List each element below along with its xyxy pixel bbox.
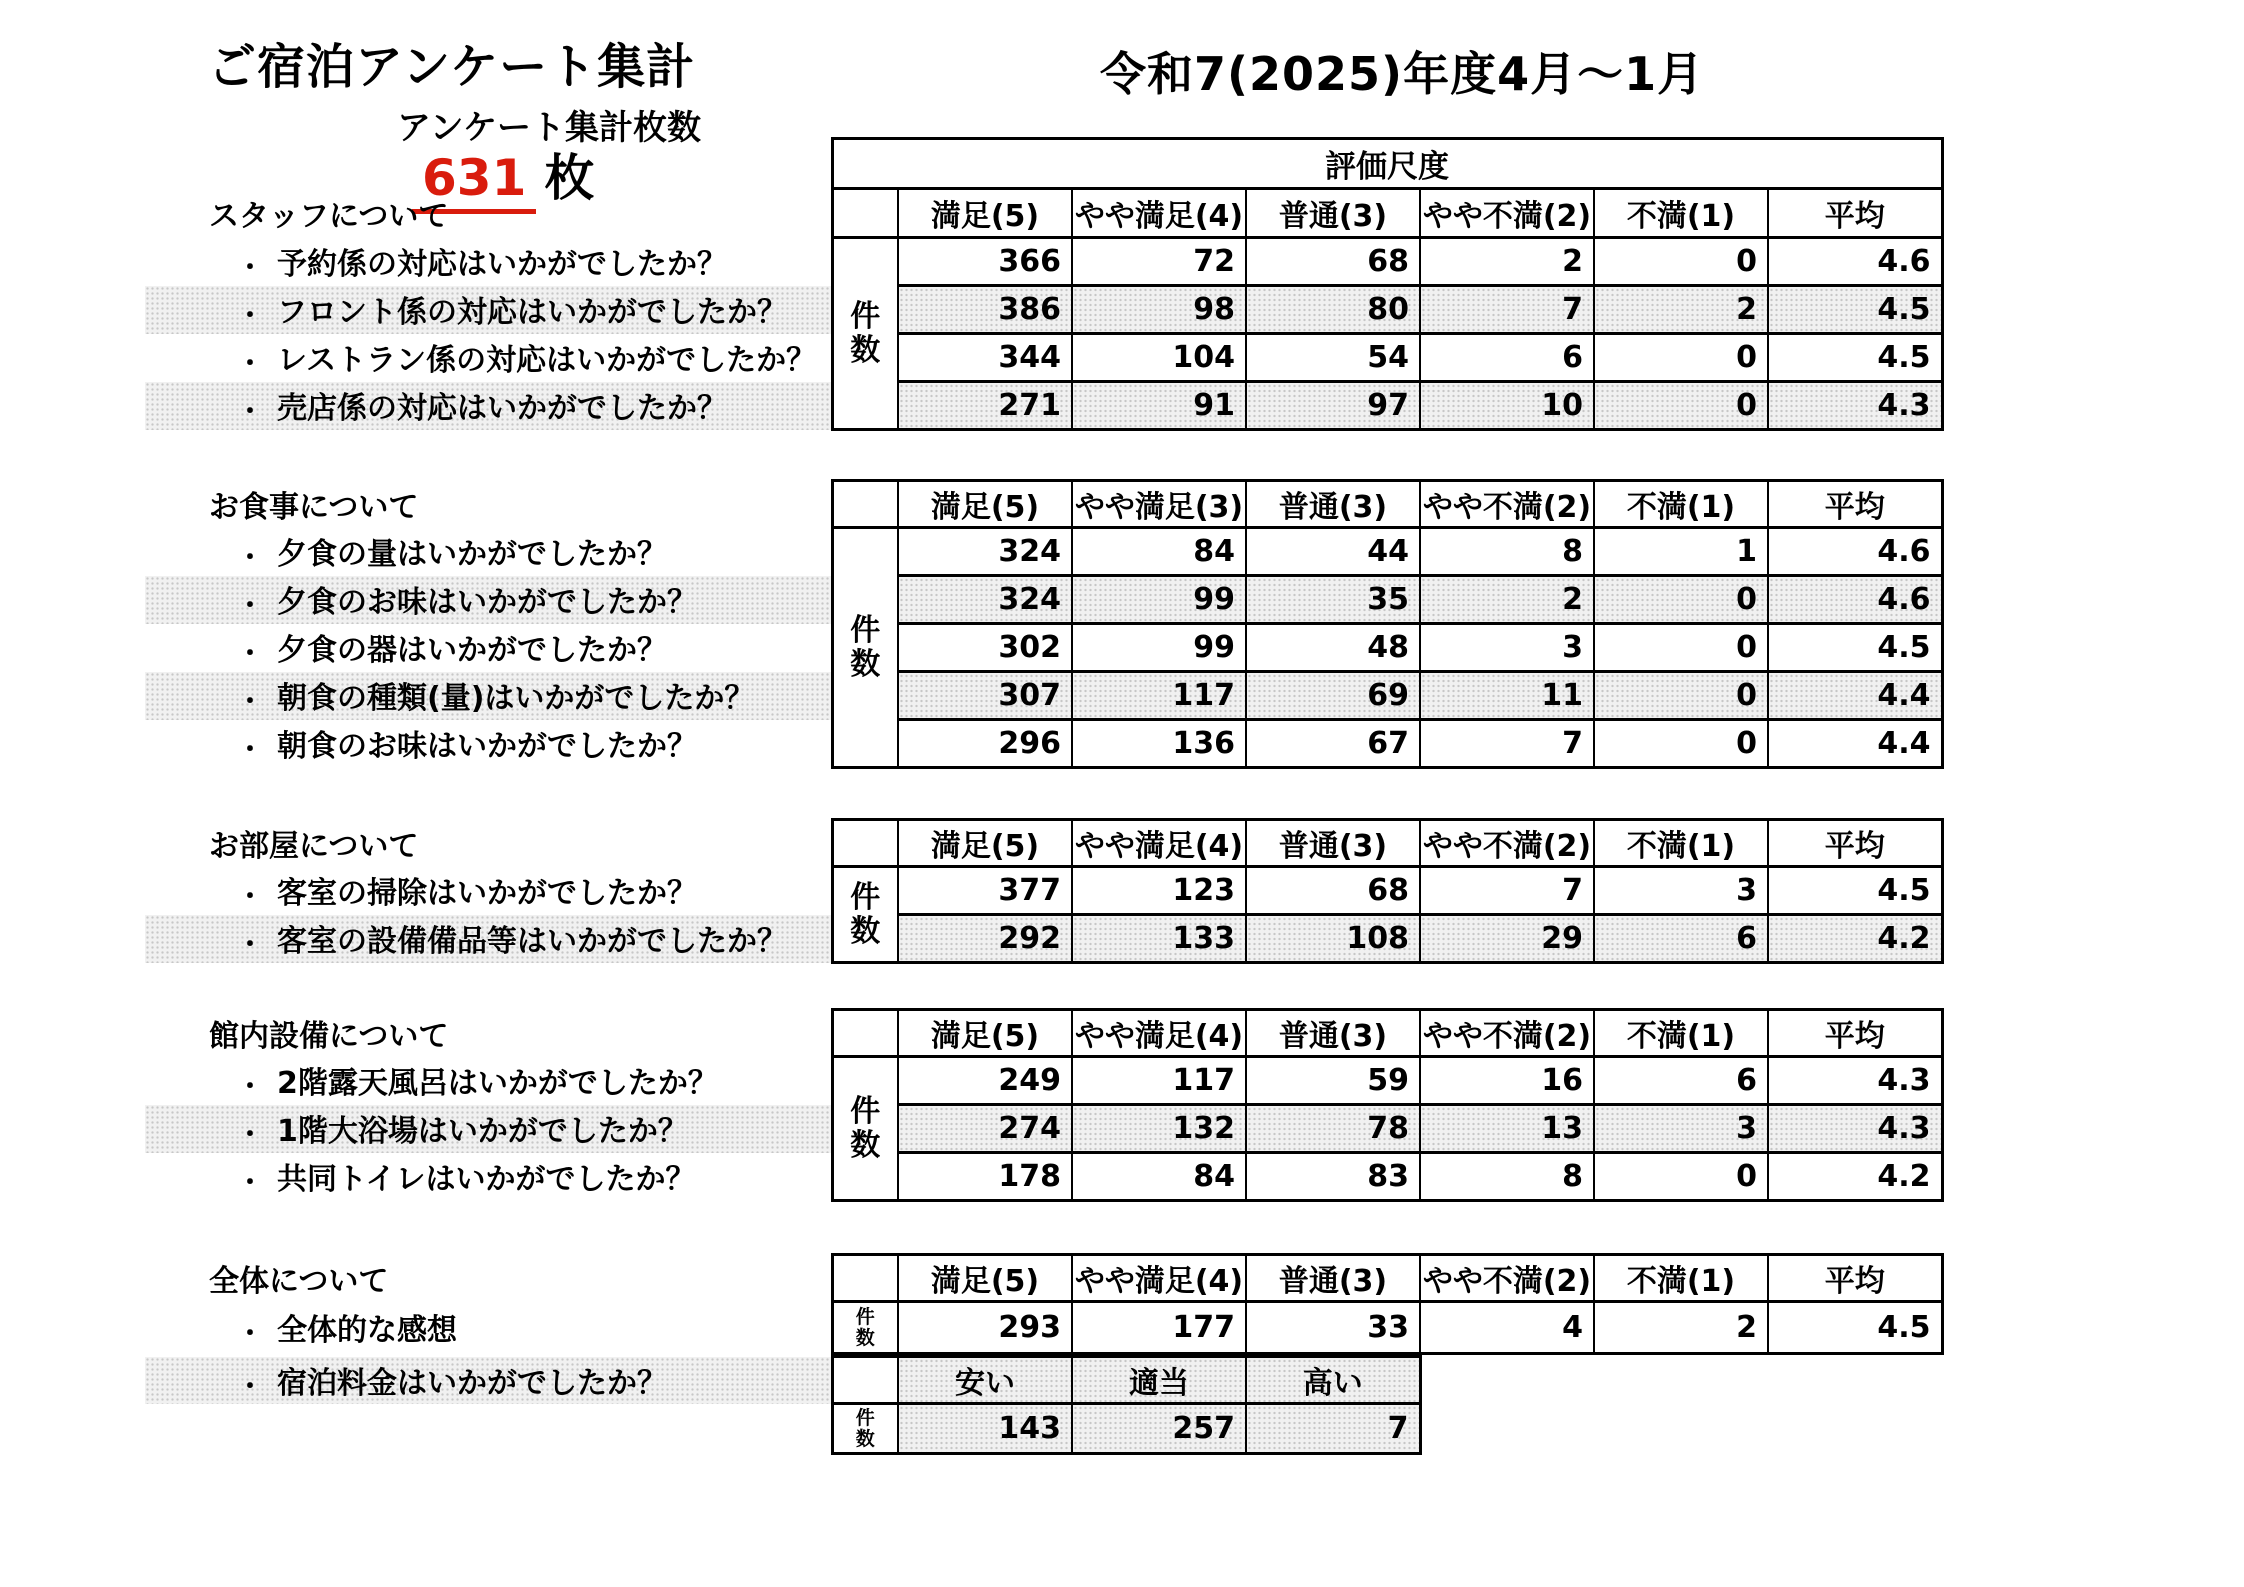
question-text: 夕食のお味はいかがでしたか？ bbox=[277, 585, 698, 620]
value-cell: 10 bbox=[1420, 382, 1594, 430]
bullet-icon: ・ bbox=[237, 543, 264, 573]
question-label bbox=[145, 286, 832, 334]
value-cell: 302 bbox=[898, 624, 1072, 672]
price-table bbox=[145, 1355, 1942, 1455]
value-cell: 133 bbox=[1072, 915, 1246, 963]
column-header-row bbox=[145, 1255, 1942, 1302]
average-cell: 4.6 bbox=[1768, 238, 1942, 286]
bullet-icon: ・ bbox=[237, 397, 264, 427]
value-cell: 67 bbox=[1246, 720, 1420, 768]
corner-cell bbox=[832, 1357, 898, 1404]
fiscal-period-label: 令和7(2025)年度4月～1月 bbox=[1100, 47, 1705, 101]
column-header-cell: 不満(1) bbox=[1594, 1010, 1768, 1057]
bullet-icon: ・ bbox=[237, 1371, 264, 1402]
value-cell: 0 bbox=[1594, 576, 1768, 624]
average-cell: 4.5 bbox=[1768, 286, 1942, 334]
count-label-char: 数 bbox=[850, 646, 881, 682]
count-label-char: 件 bbox=[855, 1305, 875, 1328]
count-label-char: 件 bbox=[850, 879, 881, 915]
question-text: フロント係の対応はいかがでしたか？ bbox=[277, 295, 788, 330]
price-data-row bbox=[145, 1404, 1942, 1454]
value-cell: 1 bbox=[1594, 528, 1768, 576]
value-cell: 72 bbox=[1072, 238, 1246, 286]
value-cell: 99 bbox=[1072, 576, 1246, 624]
column-header-row bbox=[145, 820, 1942, 867]
price-column-header-cell: 安い bbox=[898, 1357, 1072, 1404]
value-cell: 6 bbox=[1594, 1057, 1768, 1105]
price-column-header-cell: 適当 bbox=[1072, 1357, 1246, 1404]
table-row bbox=[145, 1153, 1942, 1201]
column-header-cell: やや不満(2) bbox=[1420, 481, 1594, 528]
count-label bbox=[832, 867, 898, 963]
average-cell: 4.3 bbox=[1768, 382, 1942, 430]
value-cell: 366 bbox=[898, 238, 1072, 286]
bullet-icon: ・ bbox=[237, 735, 264, 765]
value-cell: 7 bbox=[1420, 867, 1594, 915]
column-header-cell: 平均 bbox=[1768, 189, 1942, 238]
column-header-cell: やや満足(4) bbox=[1072, 189, 1246, 238]
value-cell: 16 bbox=[1420, 1057, 1594, 1105]
count-label bbox=[832, 528, 898, 768]
question-text: 共同トイレはいかがでしたか？ bbox=[277, 1162, 696, 1197]
question-text: 客室の掃除はいかがでしたか？ bbox=[277, 876, 698, 911]
bullet-icon: ・ bbox=[237, 1168, 264, 1198]
question-text: 全体的な感想 bbox=[277, 1313, 458, 1348]
question-label bbox=[145, 867, 832, 915]
table-row bbox=[145, 624, 1942, 672]
value-cell: 0 bbox=[1594, 720, 1768, 768]
question-text: 朝食のお味はいかがでしたか？ bbox=[277, 729, 698, 764]
value-cell: 296 bbox=[898, 720, 1072, 768]
value-cell: 117 bbox=[1072, 672, 1246, 720]
value-cell: 0 bbox=[1594, 382, 1768, 430]
table-row bbox=[145, 528, 1942, 576]
column-header-cell: 不満(1) bbox=[1594, 481, 1768, 528]
value-cell: 98 bbox=[1072, 286, 1246, 334]
question-label bbox=[145, 672, 832, 720]
average-cell: 4.5 bbox=[1768, 334, 1942, 382]
count-label-char: 件 bbox=[850, 298, 881, 334]
corner-cell bbox=[832, 820, 898, 867]
bullet-icon: ・ bbox=[237, 349, 264, 379]
count-label bbox=[832, 1057, 898, 1201]
column-header-cell: やや不満(2) bbox=[1420, 820, 1594, 867]
column-header-cell: 平均 bbox=[1768, 820, 1942, 867]
sheet-count-unit: 枚 bbox=[544, 149, 595, 207]
scale-row-spacer bbox=[145, 139, 832, 189]
table-row bbox=[145, 1105, 1942, 1153]
table-row bbox=[145, 1057, 1942, 1105]
corner-cell bbox=[832, 189, 898, 238]
section-table-overall bbox=[145, 1253, 1944, 1355]
average-cell: 4.3 bbox=[1768, 1105, 1942, 1153]
question-text: 1階大浴場はいかがでしたか？ bbox=[277, 1114, 688, 1149]
count-label-char: 数 bbox=[850, 1127, 881, 1163]
value-cell: 4 bbox=[1420, 1302, 1594, 1354]
value-cell: 54 bbox=[1246, 334, 1420, 382]
value-cell: 99 bbox=[1072, 624, 1246, 672]
section-label-facility: 館内設備について bbox=[209, 1019, 449, 1054]
bullet-icon: ・ bbox=[237, 687, 264, 717]
count-label-char: 件 bbox=[850, 612, 881, 648]
value-cell: 7 bbox=[1420, 286, 1594, 334]
column-header-cell: 普通(3) bbox=[1246, 1010, 1420, 1057]
value-cell: 33 bbox=[1246, 1302, 1420, 1354]
question-label bbox=[145, 1153, 832, 1201]
column-header-cell: やや満足(3) bbox=[1072, 481, 1246, 528]
section-table-meal bbox=[145, 479, 1944, 769]
table-row bbox=[145, 1302, 1942, 1354]
bullet-icon: ・ bbox=[237, 591, 264, 621]
count-label-char: 数 bbox=[855, 1326, 875, 1349]
table-row bbox=[145, 286, 1942, 334]
column-header-cell: 満足(5) bbox=[898, 820, 1072, 867]
value-cell: 48 bbox=[1246, 624, 1420, 672]
column-header-cell: やや不満(2) bbox=[1420, 189, 1594, 238]
count-label bbox=[832, 238, 898, 430]
value-cell: 29 bbox=[1420, 915, 1594, 963]
column-header-cell: 満足(5) bbox=[898, 1010, 1072, 1057]
bullet-icon: ・ bbox=[237, 301, 264, 331]
value-cell: 84 bbox=[1072, 1153, 1246, 1201]
average-cell: 4.6 bbox=[1768, 528, 1942, 576]
question-text: 2階露天風呂はいかがでしたか？ bbox=[277, 1066, 718, 1101]
value-cell: 123 bbox=[1072, 867, 1246, 915]
question-text: 予約係の対応はいかがでしたか？ bbox=[277, 247, 728, 282]
question-label bbox=[145, 1357, 832, 1404]
sheet-count-value: 631 bbox=[412, 149, 536, 214]
question-label bbox=[145, 334, 832, 382]
table-row bbox=[145, 382, 1942, 430]
value-cell: 44 bbox=[1246, 528, 1420, 576]
section-label-meal: お食事について bbox=[209, 490, 419, 525]
question-text: レストラン係の対応はいかがでしたか？ bbox=[277, 343, 817, 378]
column-header-cell: やや満足(4) bbox=[1072, 820, 1246, 867]
question-text: 夕食の量はいかがでしたか？ bbox=[277, 537, 668, 572]
section-label-overall: 全体について bbox=[209, 1264, 389, 1299]
value-cell: 6 bbox=[1594, 915, 1768, 963]
question-spacer bbox=[145, 1404, 832, 1454]
count-label-char: 数 bbox=[855, 1427, 875, 1450]
value-cell: 249 bbox=[898, 1057, 1072, 1105]
value-cell: 132 bbox=[1072, 1105, 1246, 1153]
value-cell: 2 bbox=[1420, 576, 1594, 624]
value-cell: 68 bbox=[1246, 867, 1420, 915]
value-cell: 0 bbox=[1594, 624, 1768, 672]
column-header-cell: 満足(5) bbox=[898, 1255, 1072, 1302]
count-label-char: 件 bbox=[850, 1093, 881, 1129]
section-table-facility bbox=[145, 1008, 1944, 1202]
section-label-room: お部屋について bbox=[209, 829, 419, 864]
table-row bbox=[145, 720, 1942, 768]
column-header-cell: 満足(5) bbox=[898, 481, 1072, 528]
value-cell: 6 bbox=[1420, 334, 1594, 382]
corner-cell bbox=[832, 481, 898, 528]
question-label bbox=[145, 382, 832, 430]
value-cell: 324 bbox=[898, 528, 1072, 576]
bullet-icon: ・ bbox=[237, 639, 264, 669]
section-label-staff: スタッフについて bbox=[209, 199, 449, 234]
value-cell: 83 bbox=[1246, 1153, 1420, 1201]
count-label-char: 件 bbox=[855, 1406, 875, 1429]
value-cell: 3 bbox=[1420, 624, 1594, 672]
average-cell: 4.2 bbox=[1768, 915, 1942, 963]
question-label bbox=[145, 1302, 832, 1354]
value-cell: 8 bbox=[1420, 528, 1594, 576]
question-label bbox=[145, 720, 832, 768]
value-cell: 324 bbox=[898, 576, 1072, 624]
value-cell: 11 bbox=[1420, 672, 1594, 720]
column-header-cell: 普通(3) bbox=[1246, 189, 1420, 238]
average-cell: 4.5 bbox=[1768, 624, 1942, 672]
question-label bbox=[145, 1105, 832, 1153]
table-row bbox=[145, 867, 1942, 915]
question-label bbox=[145, 1057, 832, 1105]
value-cell: 177 bbox=[1072, 1302, 1246, 1354]
bullet-icon: ・ bbox=[237, 1120, 264, 1150]
value-cell: 91 bbox=[1072, 382, 1246, 430]
table-row bbox=[145, 238, 1942, 286]
value-cell: 2 bbox=[1594, 1302, 1768, 1354]
value-cell: 13 bbox=[1420, 1105, 1594, 1153]
question-label bbox=[145, 576, 832, 624]
value-cell: 2 bbox=[1420, 238, 1594, 286]
value-cell: 69 bbox=[1246, 672, 1420, 720]
question-label bbox=[145, 915, 832, 963]
value-cell: 7 bbox=[1420, 720, 1594, 768]
column-header-cell: やや満足(4) bbox=[1072, 1255, 1246, 1302]
value-cell: 97 bbox=[1246, 382, 1420, 430]
column-header-cell: 満足(5) bbox=[898, 189, 1072, 238]
value-cell: 59 bbox=[1246, 1057, 1420, 1105]
value-cell: 292 bbox=[898, 915, 1072, 963]
value-cell: 8 bbox=[1420, 1153, 1594, 1201]
question-text: 朝食の種類(量)はいかがでしたか？ bbox=[277, 681, 755, 716]
value-cell: 108 bbox=[1246, 915, 1420, 963]
column-header-cell: やや不満(2) bbox=[1420, 1255, 1594, 1302]
value-cell: 68 bbox=[1246, 238, 1420, 286]
corner-cell bbox=[832, 1255, 898, 1302]
average-cell: 4.4 bbox=[1768, 720, 1942, 768]
scale-header-row bbox=[145, 139, 1942, 189]
column-header-cell: 普通(3) bbox=[1246, 1255, 1420, 1302]
value-cell: 274 bbox=[898, 1105, 1072, 1153]
column-header-cell: 不満(1) bbox=[1594, 189, 1768, 238]
value-cell: 293 bbox=[898, 1302, 1072, 1354]
empty-area bbox=[1420, 1404, 1942, 1454]
value-cell: 117 bbox=[1072, 1057, 1246, 1105]
value-cell: 7 bbox=[1246, 1404, 1420, 1454]
column-header-cell: 平均 bbox=[1768, 1255, 1942, 1302]
value-cell: 80 bbox=[1246, 286, 1420, 334]
average-cell: 4.6 bbox=[1768, 576, 1942, 624]
column-header-cell: やや不満(2) bbox=[1420, 1010, 1594, 1057]
value-cell: 78 bbox=[1246, 1105, 1420, 1153]
value-cell: 0 bbox=[1594, 1153, 1768, 1201]
column-header-row bbox=[145, 481, 1942, 528]
value-cell: 3 bbox=[1594, 867, 1768, 915]
column-header-cell: 平均 bbox=[1768, 481, 1942, 528]
sheet-count-caption: アンケート集計枚数 bbox=[397, 108, 701, 148]
column-header-row bbox=[145, 189, 1942, 238]
section-table-room bbox=[145, 818, 1944, 964]
empty-area bbox=[1420, 1357, 1942, 1404]
column-header-cell: 不満(1) bbox=[1594, 820, 1768, 867]
bullet-icon: ・ bbox=[237, 882, 264, 912]
question-text: 売店係の対応はいかがでしたか？ bbox=[277, 391, 728, 426]
value-cell: 0 bbox=[1594, 672, 1768, 720]
question-text: 客室の設備備品等はいかがでしたか？ bbox=[277, 924, 788, 959]
question-text: 夕食の器はいかがでしたか？ bbox=[277, 633, 668, 668]
scale-header-cell: 評価尺度 bbox=[832, 139, 1942, 189]
question-label bbox=[145, 624, 832, 672]
bullet-icon: ・ bbox=[237, 253, 264, 283]
bullet-icon: ・ bbox=[237, 1072, 264, 1102]
average-cell: 4.2 bbox=[1768, 1153, 1942, 1201]
average-cell: 4.5 bbox=[1768, 1302, 1942, 1354]
value-cell: 344 bbox=[898, 334, 1072, 382]
question-label bbox=[145, 238, 832, 286]
table-row bbox=[145, 334, 1942, 382]
section-table-staff bbox=[145, 137, 1944, 431]
average-cell: 4.3 bbox=[1768, 1057, 1942, 1105]
value-cell: 178 bbox=[898, 1153, 1072, 1201]
value-cell: 257 bbox=[1072, 1404, 1246, 1454]
count-label-char: 数 bbox=[850, 332, 881, 368]
value-cell: 271 bbox=[898, 382, 1072, 430]
value-cell: 377 bbox=[898, 867, 1072, 915]
price-header-row bbox=[145, 1357, 1942, 1404]
corner-cell bbox=[832, 1010, 898, 1057]
value-cell: 84 bbox=[1072, 528, 1246, 576]
value-cell: 35 bbox=[1246, 576, 1420, 624]
table-row bbox=[145, 576, 1942, 624]
value-cell: 136 bbox=[1072, 720, 1246, 768]
table-row bbox=[145, 672, 1942, 720]
bullet-icon: ・ bbox=[237, 1319, 264, 1349]
column-header-row bbox=[145, 1010, 1942, 1057]
value-cell: 0 bbox=[1594, 238, 1768, 286]
table-row bbox=[145, 915, 1942, 963]
average-cell: 4.4 bbox=[1768, 672, 1942, 720]
question-text: 宿泊料金はいかがでしたか？ bbox=[277, 1365, 668, 1401]
bullet-icon: ・ bbox=[237, 930, 264, 960]
value-cell: 0 bbox=[1594, 334, 1768, 382]
column-header-cell: 不満(1) bbox=[1594, 1255, 1768, 1302]
average-cell: 4.5 bbox=[1768, 867, 1942, 915]
column-header-cell: やや満足(4) bbox=[1072, 1010, 1246, 1057]
value-cell: 143 bbox=[898, 1404, 1072, 1454]
question-label bbox=[145, 528, 832, 576]
column-header-cell: 普通(3) bbox=[1246, 481, 1420, 528]
value-cell: 386 bbox=[898, 286, 1072, 334]
value-cell: 3 bbox=[1594, 1105, 1768, 1153]
count-label bbox=[832, 1404, 898, 1454]
value-cell: 2 bbox=[1594, 286, 1768, 334]
value-cell: 307 bbox=[898, 672, 1072, 720]
count-label-char: 数 bbox=[850, 913, 881, 949]
column-header-cell: 平均 bbox=[1768, 1010, 1942, 1057]
column-header-cell: 普通(3) bbox=[1246, 820, 1420, 867]
price-column-header-cell: 高い bbox=[1246, 1357, 1420, 1404]
page-title: ご宿泊アンケート集計 bbox=[208, 39, 696, 95]
value-cell: 104 bbox=[1072, 334, 1246, 382]
count-label bbox=[832, 1302, 898, 1354]
